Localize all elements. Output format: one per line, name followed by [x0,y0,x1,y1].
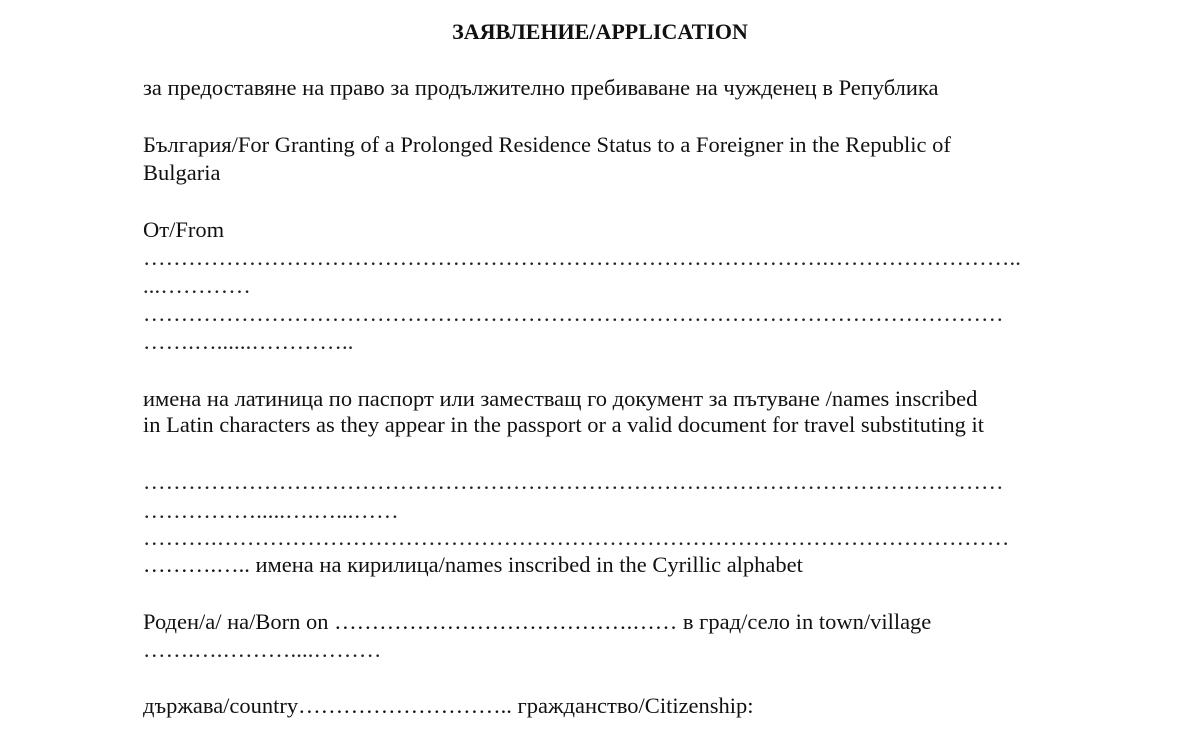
country-citizenship-line: държава/country……………………….. гражданство/Citizenship: [143,693,754,718]
subtitle-line-3: Bulgaria [143,160,221,185]
from-label: От/From [143,217,225,242]
latin-names-label-2: in Latin characters as they appear in the passport or a valid document for travel substituting it [143,412,984,437]
from-name-field-4[interactable]: …….…......………….. [143,329,354,354]
latin-names-label-1: имена на латиница по паспорт или заместващ го документ за пътуване /names inscribed [143,386,978,411]
cyrillic-names-field-1[interactable]: ……….…………………………………………………………………………………………… [143,525,1010,550]
born-town-field[interactable]: …….….………....……… [143,637,382,662]
born-on-line: Роден/а/ на/Born on ………………………………….…… в град/село in town/village [143,609,932,634]
from-name-field-3[interactable]: …………………………………………………………………………………………………… [143,301,1004,326]
latin-names-field-2[interactable]: …………….....….…...…… [143,498,399,523]
subtitle-line-1: за предоставяне на право за продължително пребиваване на чужденец в Република [143,75,939,100]
document-title: ЗАЯВЛЕНИЕ/APPLICATION [452,19,748,44]
subtitle-line-2: България/For Granting of a Prolonged Residence Status to a Foreigner in the Republic of [143,132,951,157]
latin-names-field-1[interactable]: …………………………………………………………………………………………………… [143,469,1004,494]
from-name-field-2[interactable]: ...………… [143,273,251,298]
from-name-field-1[interactable]: ……………………………………………………………………………….…………………….. [143,245,1022,270]
cyrillic-names-label: ……….….. имена на кирилица/names inscribed in the Cyrillic alphabet [143,552,803,577]
